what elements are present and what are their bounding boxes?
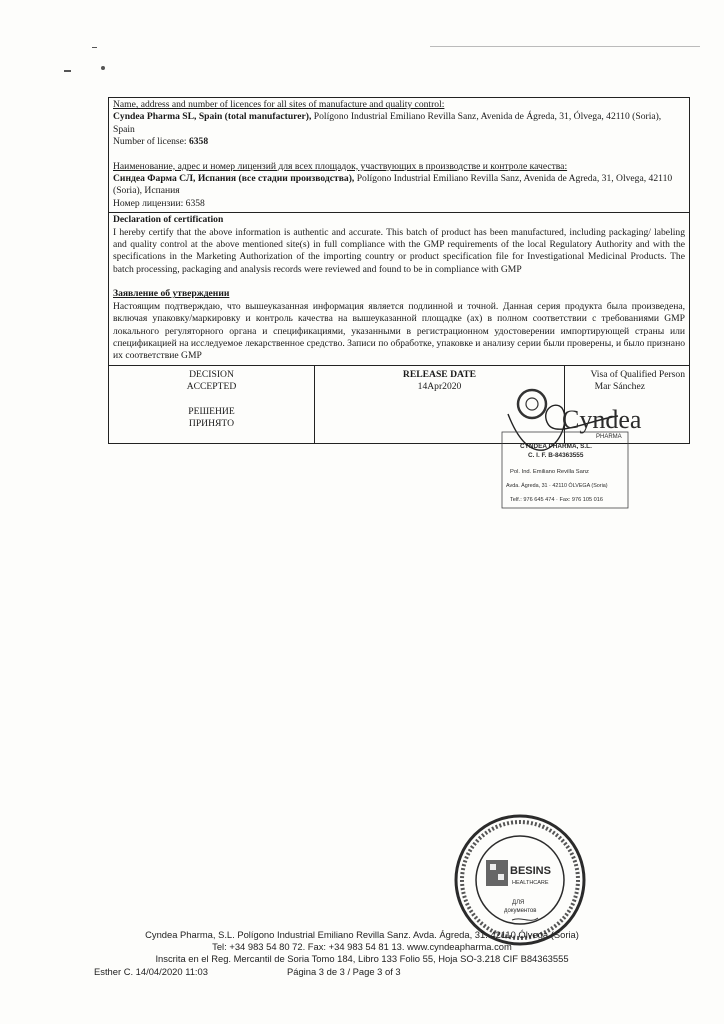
- qr-code-icon: [486, 860, 508, 886]
- scan-mark: [64, 70, 71, 72]
- certification-heading-ru: Заявление об утверждении: [113, 288, 230, 300]
- manufacturer-address-ru: Polígono Industrial Emiliano Revilla Sanz, Avenida de Agreda, 31, Olvega, 42110 (Soria), Испания: [113, 173, 673, 197]
- page-number: Página 3 de 3 / Page 3 of 3: [287, 966, 401, 977]
- decision-label-en: DECISION: [189, 368, 234, 380]
- decision-label-ru: РЕШЕНИЕ: [188, 405, 235, 417]
- certification-text-ru: Настоящим подтверждаю, что вышеуказанная информация является подлинной и точной. Данная серия продукта была произведена, включая упаковку/маркировку и контроль качества на вышеуказанной площадке (ах) в полном соответствии с требованиями GMP локального регуляторного органа и спецификациями, указанными в регистрационном удостоверении импортирующей страны или спецификацией на исследуемое лекарственное средство. Записи по обработке, упаковке и анализу серии были проверены, и было признано их соответствие GMP: [113, 300, 685, 362]
- stamp-brand: Cyndea: [562, 405, 642, 434]
- scan-mark: [101, 66, 105, 70]
- scan-mark: [430, 46, 700, 47]
- release-date-label: RELEASE DATE: [402, 368, 477, 380]
- license-number-en: 6358: [188, 136, 209, 148]
- stamp-brand-sub: PHARMA: [596, 434, 622, 440]
- license-label-en: Number of license:: [113, 136, 189, 148]
- footer-contacts: Tel: +34 983 54 80 72. Fax: +34 983 54 81 13. www.cyndeapharma.com: [212, 941, 512, 952]
- cyndea-logo-icon: [518, 390, 546, 418]
- stamp-line3: Pol. Ind. Emiliano Revilla Sanz: [510, 469, 589, 475]
- footer-author-timestamp: Esther C. 14/04/2020 11:03: [94, 966, 208, 977]
- seal-docs-1: ДЛЯ: [512, 900, 525, 906]
- license-label-ru: Номер лицензии:: [113, 197, 186, 209]
- seal-brand-sub: HEALTHCARE: [512, 880, 549, 886]
- stamp-line4: Avda. Ágreda, 31 · 42110 ÓLVEGA (Soria): [506, 483, 608, 489]
- manufacturer-address-en: Polígono Industrial Emiliano Revilla Sanz, Avenida de Ágreda, 31, Ólvega, 42110 (Soria), Spain: [113, 111, 662, 135]
- decision-cell: [109, 366, 315, 443]
- manufacture-heading-en: Name, address and number of licences for all sites of manufacture and quality control:: [113, 99, 445, 110]
- decision-value-en: ACCEPTED: [186, 381, 237, 393]
- manufacture-heading-ru: Наименование, адрес и номер лицензий для всех площадок, участвующих в производстве и контроле качества:: [113, 160, 568, 172]
- seal-brand: BESINS: [510, 865, 551, 877]
- license-line-en: [113, 136, 685, 148]
- manufacture-address-en: [113, 111, 685, 136]
- decision-value-ru: ПРИНЯТО: [188, 417, 235, 429]
- stamp-line1: CYNDEA PHARMA, S.L.: [520, 443, 592, 450]
- seal-docs-2: документов: [504, 908, 537, 914]
- license-line-ru: [113, 198, 685, 210]
- stamp-line2: C. I. F. B-84363555: [528, 452, 584, 459]
- license-number-ru: 6358: [185, 197, 205, 209]
- stamp-line5: Telf.: 976 645 474 · Fax: 976 105 016: [510, 497, 603, 503]
- release-date-value: 14Apr2020: [417, 381, 462, 393]
- manufacturer-name-en: Cyndea Pharma SL, Spain (total manufacturer),: [113, 111, 312, 123]
- round-seal: [452, 812, 588, 948]
- scan-mark: [92, 47, 97, 48]
- certification-text-en: I hereby certify that the above information is authentic and accurate. This batch of product has been manufactured, including packaging/ labeling and quality control at the above mentioned site(s) in full compliance with the GMP requirements of the local Regulatory Authority and with the specifications in the Marketing Authorization of the importing country or product specification file for Investigational Medicinal Products. The batch processing, packaging and analysis records were reviewed and found to be in compliance with GMP: [113, 226, 685, 275]
- footer-registry: Inscrita en el Reg. Mercantil de Soria Tomo 184, Libro 133 Folio 55, Hoja SO-3.218 CIF B84363555: [155, 953, 569, 964]
- footer-address: Cyndea Pharma, S.L. Polígono Industrial Emiliano Revilla Sanz. Avda. Ágreda, 31. 42110 Ólvega (Soria): [145, 929, 579, 940]
- visa-label: Visa of Qualified Person: [590, 368, 685, 380]
- certification-section: [109, 213, 689, 365]
- certification-heading-en: Declaration of certification: [113, 214, 224, 226]
- cyndea-logo-inner-icon: [526, 398, 538, 410]
- manufacture-section: [109, 98, 689, 213]
- manufacturer-name-ru: Синдеа Фарма СЛ, Испания (все стадии производства),: [113, 173, 355, 185]
- company-stamp: [500, 380, 642, 510]
- seal-signature: [512, 918, 538, 920]
- manufacture-address-ru: [113, 173, 685, 198]
- visa-name: Mar Sánchez: [594, 381, 645, 393]
